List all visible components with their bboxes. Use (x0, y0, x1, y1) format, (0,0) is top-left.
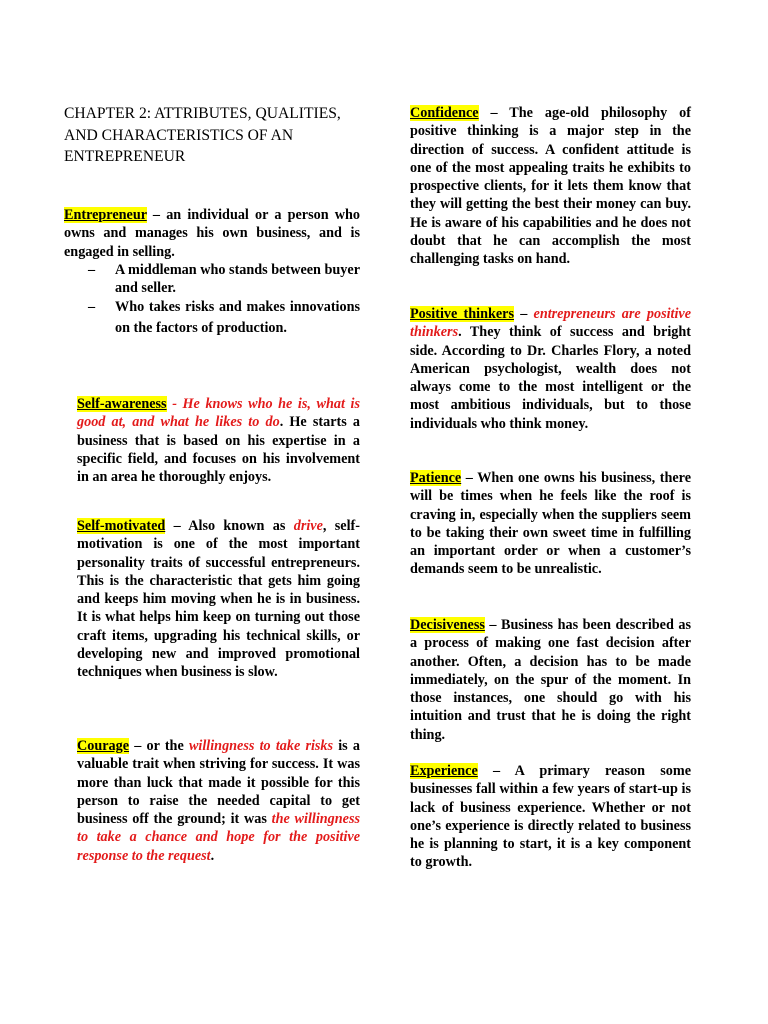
courage-highlight: the willingness to take a chance and hope for the positive response to the request (77, 811, 360, 864)
list-item: – A middleman who stands between buyer and seller. (64, 261, 360, 297)
chapter-title: CHAPTER 2: ATTRIBUTES, QUALITIES, AND CHARACTERISTICS OF AN ENTREPRENEUR (64, 105, 341, 165)
confidence-term: Confidence (410, 105, 479, 121)
positive-thinkers-highlight: entrepreneurs are positive thinkers (410, 306, 692, 341)
courage-paragraph (77, 737, 360, 865)
patience-paragraph (410, 469, 691, 579)
entrepreneur-section (64, 206, 360, 338)
self-awareness-term: Self-awareness (77, 396, 167, 412)
self-motivated-highlight: drive (293, 518, 323, 534)
courage-term: Courage (77, 738, 130, 754)
decisiveness-text: – Business has been described as a process of making one fast decision after another. Often, a decision has to be made immediately, on the spur of the moment. In those instances, one should go with his intuition and trust that he is doing the right thing. (410, 617, 691, 743)
positive-thinkers-paragraph (410, 305, 691, 433)
courage-text: – or the (129, 738, 189, 754)
entrepreneur-text: – an individual or a person who owns and manages his own business, and is engaged in selling. (64, 207, 360, 260)
patience-term: Patience (410, 470, 462, 486)
separator: – (513, 306, 534, 322)
patience-text: – When one owns his business, there will be times when he feels like the roof is craving in, especially when the suppliers seem to be taking their own sweet time in fulfilling an important order or when a customer’s demands seem to be unrealistic. (410, 470, 691, 578)
confidence-text: – The age-old philosophy of positive thinking is a major step in the direction of success. A confident attitude is one of the most appealing traits he exhibits to prospective clients, for it lets them know that they will getting the best their money can buy. He is aware of his capabilities and he does not doubt that he can accomplish the most challenging tasks on hand. (410, 105, 691, 268)
experience-paragraph (410, 762, 691, 872)
separator: - (166, 396, 183, 412)
experience-term: Experience (410, 763, 478, 779)
positive-thinkers-text: . They think of success and bright side. According to Dr. Charles Flory, a noted American psychologist, wealth does not always come to the most intelligent or the most ambitious individuals, but to those individuals who think money. (410, 324, 691, 432)
entrepreneur-bullets (64, 261, 360, 339)
confidence-paragraph (410, 104, 691, 269)
self-motivated-text: – Also known as (165, 518, 294, 534)
courage-text: is a valuable trait when striving for success. It was more than luck that made it possible for this person to raise the needed capital to get business off the ground; it was (77, 738, 360, 828)
positive-thinkers-term: Positive thinkers (410, 306, 514, 322)
self-motivated-paragraph (77, 517, 360, 682)
decisiveness-paragraph (410, 616, 691, 744)
courage-text: . (210, 847, 215, 864)
entrepreneur-definition (64, 206, 360, 261)
entrepreneur-term: Entrepreneur (64, 207, 147, 223)
experience-text: – A primary reason some businesses fall within a few years of start-up is lack of business experience. Whether or not one’s experience is directly related to business he is planning to start, it is a key component to growth. (410, 763, 691, 871)
self-motivated-term: Self-motivated (77, 518, 166, 534)
list-item: – Who takes risks and makes innovations on the factors of production. (64, 297, 360, 339)
self-awareness-highlight: He knows who he is, what is good at, and what he likes to do (77, 396, 360, 431)
self-motivated-text: , self-motivation is one of the most important personality traits of successful entrepreneurs. This is the characteristic that gets him going and keeps him moving when he is in business. It is what helps him keep on turning out those craft items, upgrading his technical skills, or developing new and improved promotional techniques when business is slow. (77, 518, 360, 681)
self-awareness-text: . He starts a business that is based on his expertise in a specific field, and focuses on his involvement in an area he thoroughly enjoys. (77, 414, 360, 486)
decisiveness-term: Decisiveness (410, 617, 485, 633)
self-awareness-paragraph (77, 395, 360, 486)
courage-highlight: willingness to take risks (188, 738, 334, 754)
